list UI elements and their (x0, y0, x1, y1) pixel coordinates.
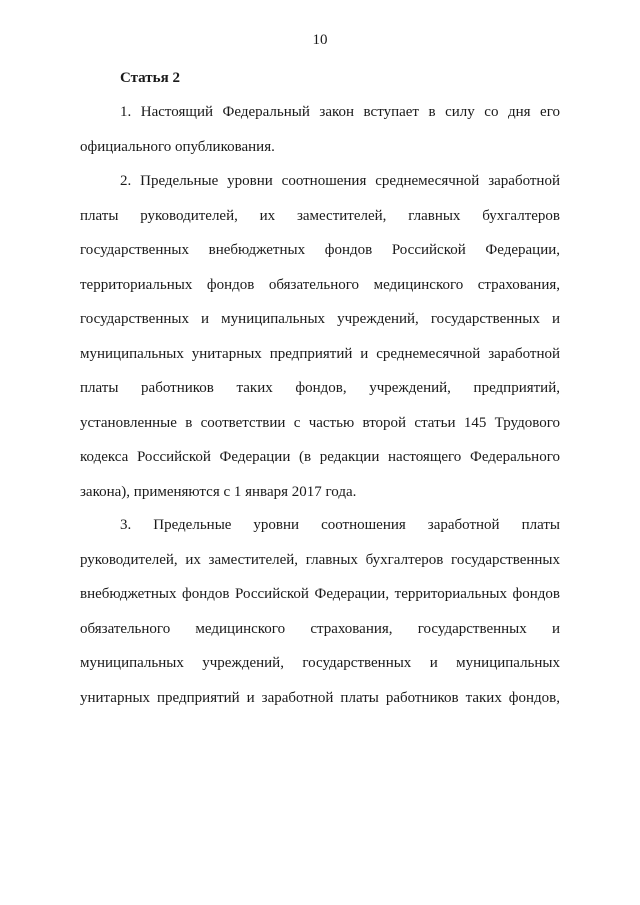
text-line: унитарных предприятий и заработной платы работников таких фондов, (80, 689, 560, 706)
text-line: муниципальных учреждений, государственных и муниципальных (80, 655, 560, 671)
text-line: внебюджетных фондов Российской Федерации, территориальных фондов (80, 586, 560, 602)
paragraph-3 (80, 508, 560, 715)
text-line: муниципальных унитарных предприятий и среднемесячной заработной (80, 345, 560, 362)
paragraph-1 (80, 95, 560, 164)
text-line: официального опубликования. (80, 138, 275, 155)
text-line: платы руководителей, их заместителей, главных бухгалтеров (80, 207, 560, 224)
text-line: 1. Настоящий Федеральный закон вступает в силу со дня его (120, 104, 560, 120)
text-line: территориальных фондов обязательного медицинского страхования, (80, 276, 560, 293)
text-line: установленные в соответствии с частью второй статьи 145 Трудового (80, 414, 560, 431)
text-line: 3. Предельные уровни соотношения заработной платы (120, 517, 560, 533)
text-line: государственных и муниципальных учреждений, государственных и (80, 311, 560, 327)
text-line: 2. Предельные уровни соотношения среднемесячной заработной (120, 173, 560, 189)
text-line: платы работников таких фондов, учреждений, предприятий, (80, 380, 560, 396)
text-line: государственных внебюджетных фондов Российской Федерации, (80, 242, 560, 258)
text-line: руководителей, их заместителей, главных бухгалтеров государственных (80, 551, 560, 568)
text-line: кодекса Российской Федерации (в редакции настоящего Федерального (80, 449, 560, 465)
article-title: Статья 2 (120, 70, 180, 86)
paragraph-2 (80, 164, 560, 509)
text-line: обязательного медицинского страхования, государственных и (80, 620, 560, 637)
text-line: закона), применяются с 1 января 2017 года. (80, 483, 357, 500)
page-number: 10 (312, 32, 328, 48)
